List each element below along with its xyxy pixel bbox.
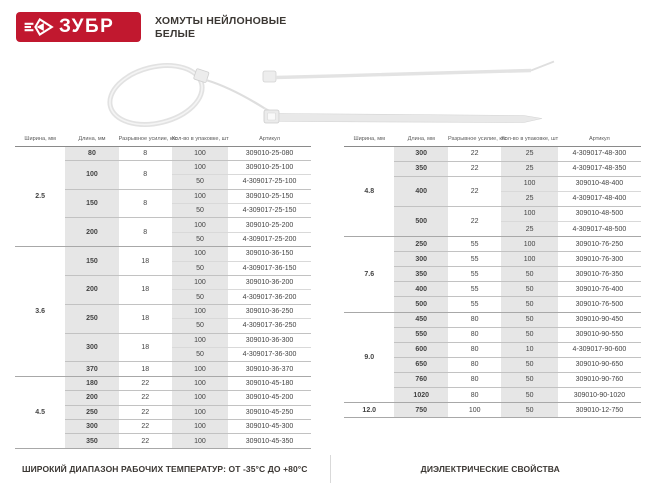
table-row xyxy=(15,247,311,261)
length-cell: 550 xyxy=(394,327,447,342)
force-cell: 80 xyxy=(448,372,501,387)
qty-cell: 100 xyxy=(172,391,228,405)
table-row xyxy=(344,403,641,418)
force-cell: 80 xyxy=(448,312,501,327)
force-cell: 22 xyxy=(119,405,172,419)
length-cell: 300 xyxy=(65,333,118,362)
length-cell: 350 xyxy=(394,267,447,282)
article-cell: 309010-36-250 xyxy=(228,304,311,318)
length-cell: 370 xyxy=(65,362,118,376)
force-cell: 100 xyxy=(448,403,501,418)
column-header: Ширина, мм xyxy=(344,132,394,146)
qty-cell: 50 xyxy=(501,282,557,297)
force-cell: 18 xyxy=(119,276,172,305)
article-cell: 309010-25-100 xyxy=(228,160,311,174)
header-row xyxy=(15,132,311,146)
width-cell: 4.8 xyxy=(364,187,375,195)
force-cell: 8 xyxy=(119,160,172,189)
column-header: Разрывное усилие, кгс xyxy=(119,132,172,146)
logo-text: ЗУБР xyxy=(59,16,115,37)
table-row xyxy=(344,312,641,327)
length-cell: 650 xyxy=(394,357,447,372)
qty-cell: 50 xyxy=(172,347,228,361)
length-cell: 250 xyxy=(65,304,118,333)
force-cell: 18 xyxy=(119,247,172,276)
force-cell: 55 xyxy=(448,252,501,267)
qty-cell: 50 xyxy=(501,327,557,342)
article-cell: 4-309017-36-150 xyxy=(228,261,311,275)
force-cell: 55 xyxy=(448,282,501,297)
article-cell: 309010-36-150 xyxy=(228,247,311,261)
qty-cell: 100 xyxy=(501,176,557,191)
spec-table-left xyxy=(15,132,311,449)
page-title xyxy=(155,15,286,40)
length-cell: 400 xyxy=(394,176,447,206)
length-cell: 350 xyxy=(394,161,447,176)
qty-cell: 100 xyxy=(501,252,557,267)
width-cell: 3.6 xyxy=(15,247,65,377)
footer-note-temperature: ШИРОКИЙ ДИАПАЗОН РАБОЧИХ ТЕМПЕРАТУР: ОТ -35°С ДО +80°С xyxy=(21,464,308,474)
length-cell: 400 xyxy=(394,282,447,297)
qty-cell: 10 xyxy=(501,342,557,357)
qty-cell: 100 xyxy=(172,276,228,290)
article-cell: 4-309017-36-200 xyxy=(228,290,311,304)
length-cell: 200 xyxy=(65,391,118,405)
force-cell: 8 xyxy=(119,189,172,218)
qty-cell: 100 xyxy=(172,218,228,232)
article-cell: 309010-90-450 xyxy=(558,312,641,327)
column-header: Кол-во в упаковке, шт xyxy=(172,132,228,146)
qty-cell: 100 xyxy=(172,247,228,261)
qty-cell: 100 xyxy=(172,376,228,390)
table-row xyxy=(344,146,641,161)
qty-cell: 25 xyxy=(501,146,557,161)
qty-cell: 50 xyxy=(501,372,557,387)
qty-cell: 100 xyxy=(172,362,228,376)
force-cell: 80 xyxy=(448,327,501,342)
article-cell: 309010-76-500 xyxy=(558,297,641,312)
qty-cell: 25 xyxy=(501,221,557,236)
qty-cell: 100 xyxy=(172,160,228,174)
force-cell: 22 xyxy=(119,434,172,448)
footer-note-dielectric: ДИЭЛЕКТРИЧЕСКИЕ СВОЙСТВА xyxy=(420,464,560,474)
article-cell: 4-309017-48-500 xyxy=(558,221,641,236)
column-header: Кол-во в упаковке, шт xyxy=(501,132,557,146)
column-header: Длина, мм xyxy=(65,132,118,146)
article-cell: 309010-48-500 xyxy=(558,206,641,221)
article-cell: 309010-45-250 xyxy=(228,405,311,419)
column-header: Ширина, мм xyxy=(15,132,65,146)
force-cell: 22 xyxy=(448,161,501,176)
qty-cell: 100 xyxy=(172,419,228,433)
qty-cell: 50 xyxy=(501,388,557,403)
table-row xyxy=(15,146,311,160)
title-line-1: ХОМУТЫ НЕЙЛОНОВЫЕ xyxy=(155,15,287,27)
force-cell: 80 xyxy=(448,388,501,403)
force-cell: 22 xyxy=(119,391,172,405)
article-cell: 309010-90-550 xyxy=(558,327,641,342)
qty-cell: 50 xyxy=(501,357,557,372)
length-cell: 150 xyxy=(65,247,118,276)
force-cell: 8 xyxy=(143,149,148,157)
length-cell: 750 xyxy=(394,403,447,418)
zubr-logo xyxy=(16,12,141,42)
length-cell: 1020 xyxy=(394,388,447,403)
length-cell: 300 xyxy=(65,419,118,433)
qty-cell: 50 xyxy=(501,297,557,312)
qty-cell: 50 xyxy=(501,312,557,327)
article-cell: 4-309017-48-350 xyxy=(558,161,641,176)
force-cell: 18 xyxy=(119,333,172,362)
qty-cell: 100 xyxy=(172,146,228,160)
article-cell: 309010-25-150 xyxy=(228,189,311,203)
column-header: Разрывное усилие, кгс xyxy=(448,132,501,146)
article-cell: 309010-45-300 xyxy=(228,419,311,433)
article-cell: 309010-48-400 xyxy=(558,176,641,191)
length-cell: 600 xyxy=(394,342,447,357)
qty-cell: 50 xyxy=(172,290,228,304)
width-cell: 9.0 xyxy=(344,312,394,403)
width-cell: 12.0 xyxy=(344,403,394,418)
width-cell: 4.5 xyxy=(15,376,65,448)
qty-cell: 100 xyxy=(501,237,557,252)
force-cell: 80 xyxy=(448,342,501,357)
article-cell: 309010-45-200 xyxy=(228,391,311,405)
article-cell: 4-309017-36-250 xyxy=(228,319,311,333)
length-cell: 350 xyxy=(65,434,118,448)
article-cell: 4-309017-25-150 xyxy=(228,204,311,218)
article-cell: 309010-36-300 xyxy=(228,333,311,347)
force-cell: 22 xyxy=(448,176,501,206)
table-row xyxy=(344,237,641,252)
qty-cell: 25 xyxy=(501,191,557,206)
article-cell: 309010-25-200 xyxy=(228,218,311,232)
qty-cell: 50 xyxy=(172,319,228,333)
length-cell: 100 xyxy=(65,160,118,189)
force-cell: 22 xyxy=(119,419,172,433)
article-cell: 309010-90-760 xyxy=(558,372,641,387)
force-cell: 22 xyxy=(119,376,172,390)
force-cell: 55 xyxy=(448,237,501,252)
qty-cell: 50 xyxy=(172,204,228,218)
article-cell: 309010-36-370 xyxy=(228,362,311,376)
article-cell: 4-309017-90-600 xyxy=(558,342,641,357)
length-cell: 450 xyxy=(394,312,447,327)
article-cell: 4-309017-25-200 xyxy=(228,232,311,246)
length-cell: 80 xyxy=(65,146,118,160)
qty-cell: 50 xyxy=(172,261,228,275)
header-row xyxy=(344,132,641,146)
article-cell: 4-309017-48-400 xyxy=(558,191,641,206)
spec-table-right xyxy=(344,132,641,418)
qty-cell: 100 xyxy=(172,189,228,203)
qty-cell: 50 xyxy=(172,232,228,246)
cable-ties-photo xyxy=(98,56,560,136)
length-cell: 180 xyxy=(65,376,118,390)
length-cell: 760 xyxy=(394,372,447,387)
article-cell: 309010-36-200 xyxy=(228,276,311,290)
article-cell: 309010-45-180 xyxy=(228,376,311,390)
length-cell: 300 xyxy=(394,146,447,161)
footer xyxy=(0,454,650,484)
column-header: Артикул xyxy=(228,132,311,146)
qty-cell: 100 xyxy=(501,206,557,221)
qty-cell: 50 xyxy=(501,403,557,418)
column-header: Длина, мм xyxy=(394,132,447,146)
article-cell: 309010-45-350 xyxy=(228,434,311,448)
zubr-arrow-icon xyxy=(23,16,55,38)
length-cell: 200 xyxy=(65,276,118,305)
column-header: Артикул xyxy=(558,132,641,146)
qty-cell: 25 xyxy=(501,161,557,176)
article-cell: 309010-90-1020 xyxy=(558,388,641,403)
article-cell: 309010-12-750 xyxy=(558,403,641,418)
article-cell: 309010-76-400 xyxy=(558,282,641,297)
length-cell: 500 xyxy=(394,297,447,312)
title-line-2: БЕЛЫЕ xyxy=(155,27,196,40)
article-cell: 309010-76-350 xyxy=(558,267,641,282)
force-cell: 18 xyxy=(119,304,172,333)
force-cell: 80 xyxy=(448,357,501,372)
qty-cell: 50 xyxy=(172,175,228,189)
force-cell: 55 xyxy=(448,267,501,282)
qty-cell: 100 xyxy=(172,304,228,318)
force-cell: 22 xyxy=(448,206,501,236)
qty-cell: 100 xyxy=(172,434,228,448)
force-cell: 8 xyxy=(119,218,172,247)
article-cell: 4-309017-48-300 xyxy=(572,150,627,158)
article-cell: 4-309017-25-100 xyxy=(228,175,311,189)
article-cell: 4-309017-36-300 xyxy=(228,347,311,361)
width-cell: 2.5 xyxy=(35,192,46,200)
force-cell: 18 xyxy=(119,362,172,376)
article-cell: 309010-25-080 xyxy=(245,149,294,157)
length-cell: 250 xyxy=(65,405,118,419)
length-cell: 150 xyxy=(65,189,118,218)
length-cell: 250 xyxy=(394,237,447,252)
qty-cell: 100 xyxy=(172,405,228,419)
width-cell: 7.6 xyxy=(344,237,394,312)
article-cell: 309010-76-300 xyxy=(558,252,641,267)
qty-cell: 100 xyxy=(172,333,228,347)
length-cell: 500 xyxy=(394,206,447,236)
force-cell: 22 xyxy=(470,150,479,158)
force-cell: 55 xyxy=(448,297,501,312)
qty-cell: 50 xyxy=(501,267,557,282)
article-cell: 309010-90-650 xyxy=(558,357,641,372)
length-cell: 300 xyxy=(394,252,447,267)
table-row xyxy=(15,376,311,390)
length-cell: 200 xyxy=(65,218,118,247)
article-cell: 309010-76-250 xyxy=(558,237,641,252)
